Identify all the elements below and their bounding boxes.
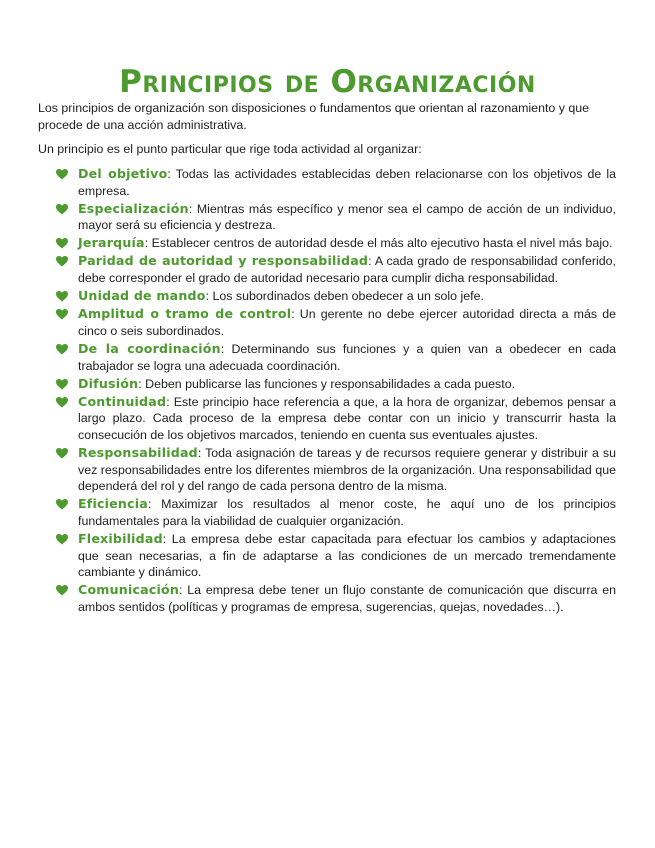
- principle-term: Paridad de autoridad y responsabilidad: [78, 253, 369, 269]
- principle-description: : Todas las actividades establecidas deben relacionarse con los objetivos de la empresa.: [78, 167, 616, 198]
- principle-term: De la coordinación: [78, 340, 221, 356]
- intro-paragraph: Los principios de organización son disposiciones o fundamentos que orientan al razonamiento y que procede de una acción administrativa.: [38, 101, 590, 132]
- principle-description: : Toda asignación de tareas y de recursos requiere generar y distribuir a su vez responsabilidades entre los diferentes miembros de la organización. Una responsabilidad que dependerá del rol y del rango de cada persona dentro de la misma.: [78, 445, 616, 494]
- list-item: [56, 235, 616, 252]
- heart-icon: [56, 397, 68, 408]
- principle-term: Especialización: [78, 200, 189, 216]
- principle-term: Eficiencia: [78, 496, 148, 512]
- heart-icon: [56, 238, 68, 249]
- list-item: [56, 201, 616, 234]
- page-title: Principios de Organización: [119, 63, 536, 100]
- heart-icon: [56, 499, 68, 510]
- principle-description: : Establecer centros de autoridad desde el más alto ejecutivo hasta el nivel más bajo.: [144, 236, 613, 251]
- heart-icon: [56, 344, 68, 355]
- list-item: [56, 166, 616, 199]
- list-item: [56, 306, 616, 339]
- principle-term: Amplitud o tramo de control: [78, 306, 292, 322]
- list-item: [56, 445, 616, 495]
- heart-icon: [56, 585, 68, 596]
- principle-description: : Maximizar los resultados al menor coste, he aquí uno de los principios fundamentales para la viabilidad de cualquier organización.: [78, 497, 616, 529]
- heart-icon: [56, 204, 68, 215]
- principle-term: Comunicación: [78, 582, 180, 598]
- list-item: [56, 288, 616, 305]
- list-item: [56, 253, 616, 286]
- principle-term: Difusión: [78, 375, 139, 391]
- principle-description: : A cada grado de responsabilidad conferido, debe corresponder el grado de autoridad necesario para cumplir dicha responsabilidad.: [78, 254, 616, 286]
- heart-icon: [56, 309, 68, 320]
- heart-icon: [56, 291, 68, 302]
- principle-term: Continuidad: [78, 393, 167, 409]
- list-item: [56, 341, 616, 374]
- principle-term: Jerarquía: [78, 235, 145, 251]
- heart-icon: [56, 379, 68, 390]
- list-item: [56, 394, 616, 444]
- principle-description: : La empresa debe estar capacitada para efectuar los cambios y adaptaciones que sean necesarias, a fin de adaptarse a las condiciones de un mercado tremendamente cambiante y dinámico.: [78, 532, 616, 580]
- principle-description: : Deben publicarse las funciones y responsabilidades a cada puesto.: [138, 376, 516, 391]
- principle-term: Unidad de mando: [78, 288, 206, 304]
- heart-icon: [56, 256, 68, 267]
- heart-icon: [56, 448, 68, 459]
- principle-term: Responsabilidad: [78, 444, 198, 460]
- list-item: [56, 531, 616, 581]
- principle-description: : Un gerente no debe ejercer autoridad directa a más de cinco o seis subordinados.: [78, 307, 617, 338]
- principle-description: : La empresa debe tener un flujo constante de comunicación que discurra en ambos sentidos (políticas y programas de empresa, sugerencias, quejas, novedades…).: [78, 583, 616, 615]
- principle-description: : Determinando sus funciones y a quien van a obedecer en cada trabajador se logra una adecuada coordinación.: [78, 341, 617, 373]
- list-item: [56, 496, 616, 529]
- intro-lead: Un principio es el punto particular que rige toda actividad al organizar:: [38, 142, 422, 156]
- heart-icon: [56, 169, 68, 180]
- principle-description: : Este principio hace referencia a que, a la hora de organizar, debemos pensar a largo plazo. Cada proceso de la empresa debe contar con un inicio y transcurrir hasta la consecución de los objetivos marcados, teniendo en cuenta sus eventuales ajustes.: [78, 394, 616, 442]
- principle-description: : Los subordinados deben obedecer a un solo jefe.: [205, 289, 484, 304]
- list-item: [56, 376, 616, 393]
- principles-list: [56, 166, 616, 617]
- principle-term: Flexibilidad: [78, 531, 163, 547]
- list-item: [56, 582, 616, 615]
- principle-term: Del objetivo: [78, 166, 168, 181]
- heart-icon: [56, 534, 68, 545]
- principle-description: : Mientras más específico y menor sea el campo de acción de un individuo, mayor será su eficiencia y destreza.: [78, 201, 616, 233]
